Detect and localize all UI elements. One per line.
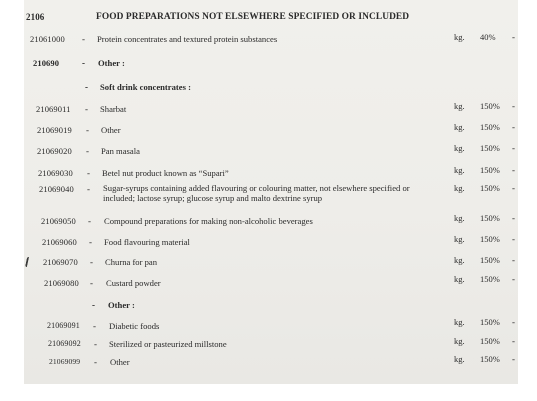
row-trailing-dash: - <box>512 143 515 153</box>
row-description: Protein concentrates and textured protein substances <box>97 34 278 44</box>
table-row <box>24 103 518 117</box>
row-trailing-dash: - <box>512 213 515 223</box>
row-trailing-dash: - <box>512 183 515 193</box>
row-rate: 150% <box>480 317 500 327</box>
row-trailing-dash: - <box>512 122 515 132</box>
tariff-code: 21069092 <box>48 339 81 348</box>
row-description: Sugar-syrups containing added flavouring or colouring matter, not elsewhere specified or included; lactose syrup; glucose syrup and malto dextrine syrup <box>103 183 410 203</box>
table-row <box>24 33 518 47</box>
row-unit: kg. <box>454 354 465 364</box>
tariff-page <box>24 0 518 384</box>
row-trailing-dash: - <box>512 165 515 175</box>
tariff-code: 21061000 <box>30 34 65 44</box>
row-description: Other <box>110 357 130 367</box>
row-description: Betel nut product known as “Supari” <box>102 168 229 178</box>
row-dash: - <box>85 82 88 92</box>
table-row <box>24 236 518 250</box>
row-unit: kg. <box>454 234 465 244</box>
tariff-code: 21069019 <box>37 125 72 135</box>
row-dash: - <box>90 278 93 288</box>
row-rate: 150% <box>480 101 500 111</box>
table-row <box>24 124 518 138</box>
table-row <box>24 256 518 270</box>
row-description: Sterilized or pasteurized millstone <box>109 339 227 349</box>
row-unit: kg. <box>454 143 465 153</box>
tariff-code: 21069011 <box>36 104 71 114</box>
row-unit: kg. <box>454 183 465 193</box>
table-row <box>24 145 518 159</box>
row-dash: - <box>82 34 85 44</box>
table-row <box>24 338 518 352</box>
row-description: Sharbat <box>100 104 127 114</box>
table-row <box>24 183 518 207</box>
table-row <box>24 215 518 229</box>
row-dash: - <box>86 125 89 135</box>
row-description: Other <box>101 125 121 135</box>
row-rate: 150% <box>480 255 500 265</box>
table-row <box>24 57 518 71</box>
row-unit: kg. <box>454 122 465 132</box>
row-dash: - <box>87 184 90 194</box>
row-rate: 150% <box>480 274 500 284</box>
row-dash: - <box>92 300 95 310</box>
row-description: Food flavouring material <box>104 237 190 247</box>
row-unit: kg. <box>454 165 465 175</box>
row-description: Other : <box>98 58 125 68</box>
tariff-code: 21069070 <box>43 257 78 267</box>
row-description: Other : <box>108 300 135 310</box>
row-dash: - <box>87 168 90 178</box>
tariff-code: 21069040 <box>39 184 74 194</box>
row-rate: 150% <box>480 336 500 346</box>
row-trailing-dash: - <box>512 101 515 111</box>
row-description: Diabetic foods <box>109 321 160 331</box>
row-rate: 40% <box>480 32 496 42</box>
row-dash: - <box>88 216 91 226</box>
row-description: Compound preparations for making non-alcoholic beverages <box>104 216 313 226</box>
row-unit: kg. <box>454 336 465 346</box>
row-trailing-dash: - <box>512 274 515 284</box>
row-dash: - <box>94 357 97 367</box>
row-unit: kg. <box>454 32 465 42</box>
chapter-heading-row <box>24 11 518 25</box>
row-rate: 150% <box>480 143 500 153</box>
tariff-code: 21069060 <box>42 237 77 247</box>
tariff-code: 21069080 <box>44 278 79 288</box>
row-unit: kg. <box>454 213 465 223</box>
row-dash: - <box>90 257 93 267</box>
row-rate: 150% <box>480 234 500 244</box>
row-trailing-dash: - <box>512 32 515 42</box>
table-row <box>24 81 518 95</box>
row-dash: - <box>82 58 85 68</box>
row-dash: - <box>86 146 89 156</box>
row-trailing-dash: - <box>512 317 515 327</box>
row-description: Custard powder <box>106 278 161 288</box>
row-dash: - <box>85 104 88 114</box>
tariff-code: 210690 <box>33 58 60 68</box>
table-row <box>24 299 518 313</box>
tariff-code: 21069050 <box>41 216 76 226</box>
tariff-code: 21069020 <box>37 146 72 156</box>
row-rate: 150% <box>480 122 500 132</box>
row-description: Soft drink concentrates : <box>100 82 191 92</box>
row-unit: kg. <box>454 255 465 265</box>
row-trailing-dash: - <box>512 234 515 244</box>
row-unit: kg. <box>454 317 465 327</box>
table-row <box>24 356 518 370</box>
row-trailing-dash: - <box>512 255 515 265</box>
row-description: Churna for pan <box>105 257 158 267</box>
row-trailing-dash: - <box>512 354 515 364</box>
row-rate: 150% <box>480 165 500 175</box>
table-row <box>24 274 518 291</box>
table-row <box>24 317 518 334</box>
row-dash: - <box>89 237 92 247</box>
table-row <box>24 167 518 181</box>
row-unit: kg. <box>454 101 465 111</box>
row-trailing-dash: - <box>512 336 515 346</box>
row-rate: 150% <box>480 213 500 223</box>
row-description: Pan masala <box>101 146 140 156</box>
heading-title: FOOD PREPARATIONS NOT ELSEWHERE SPECIFIED OR INCLUDED <box>96 12 410 22</box>
heading-code: 2106 <box>26 12 45 22</box>
tariff-code: 21069030 <box>38 168 73 178</box>
row-rate: 150% <box>480 354 500 364</box>
row-unit: kg. <box>454 274 465 284</box>
row-dash: - <box>93 321 96 331</box>
row-dash: - <box>94 339 97 349</box>
tariff-code: 21069099 <box>49 357 81 366</box>
row-rate: 150% <box>480 183 500 193</box>
tariff-code: 21069091 <box>47 321 80 330</box>
